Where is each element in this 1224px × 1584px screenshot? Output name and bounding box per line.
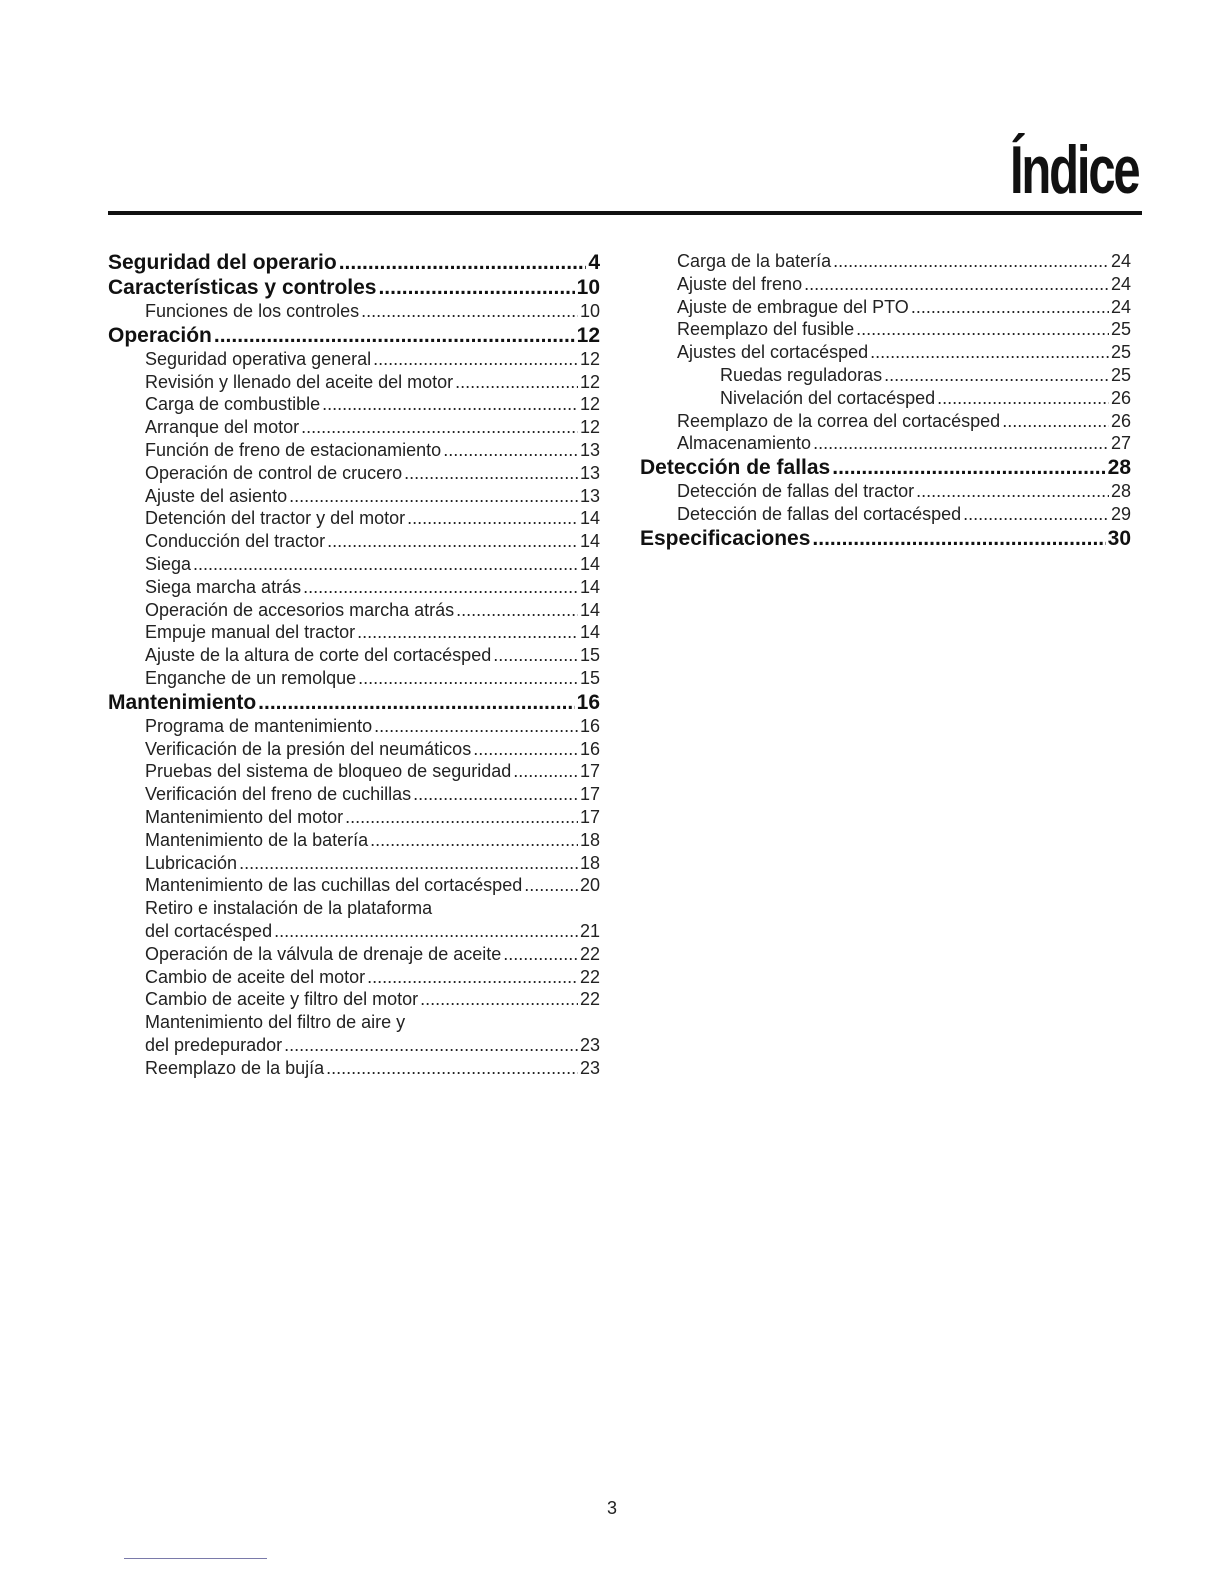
toc-entry-page: 23: [579, 1057, 600, 1078]
toc-dot-leader: [301, 416, 578, 439]
toc-subsection-entry[interactable]: [108, 966, 600, 989]
toc-dot-leader: [856, 318, 1109, 341]
toc-dot-leader: [493, 644, 578, 667]
toc-entry-page: 12: [576, 323, 600, 347]
toc-entry-label: Funciones de los controles: [145, 301, 360, 321]
toc-subsection-entry[interactable]: [108, 783, 600, 806]
toc-dot-leader: [833, 250, 1109, 273]
toc-dot-leader: [473, 738, 578, 761]
toc-entry-label: Verificación de la presión del neumáticos: [145, 738, 472, 759]
toc-entry-page: 15: [579, 645, 600, 666]
toc-entry-label: Ajustes del cortacésped: [677, 342, 869, 363]
toc-subsection-entry[interactable]: [108, 485, 600, 508]
toc-subsection-entry[interactable]: [108, 599, 600, 622]
toc-entry-label: Programa de mantenimiento: [145, 715, 373, 736]
toc-entry-page: 12: [579, 394, 600, 415]
toc-entry-label: Empuje manual del tractor: [145, 622, 356, 643]
toc-entry-page: 12: [579, 371, 600, 392]
toc-entry-page: 16: [576, 690, 600, 714]
toc-dot-leader: [963, 503, 1109, 526]
toc-subsection-entry[interactable]: [108, 988, 600, 1011]
toc-entry-label: Detección de fallas del tractor: [677, 481, 915, 502]
toc-subsection-entry[interactable]: [640, 503, 1131, 526]
toc-subsection-entry[interactable]: [108, 874, 600, 897]
toc-subsection-entry[interactable]: [108, 553, 600, 576]
toc-dot-leader: [367, 966, 578, 989]
toc-entry-label: Reemplazo de la bujía: [145, 1057, 325, 1078]
toc-entry-page: 14: [579, 576, 600, 597]
toc-entry-label: Mantenimiento de las cuchillas del cortacésped: [145, 875, 523, 896]
toc-dot-leader: [407, 507, 578, 530]
toc-entry-page: 13: [579, 485, 600, 506]
toc-dot-leader: [303, 576, 578, 599]
toc-entry-page: 10: [579, 301, 600, 321]
toc-entry-page: 13: [579, 439, 600, 460]
toc-entry-page: 22: [579, 943, 600, 964]
toc-dot-leader: [322, 393, 578, 416]
toc-dot-leader: [258, 690, 574, 715]
toc-dot-leader: [1002, 410, 1109, 433]
toc-entry-page: 12: [579, 348, 600, 369]
toc-entry-page: 18: [579, 852, 600, 873]
toc-entry-label: Pruebas del sistema de bloqueo de seguridad: [145, 761, 512, 782]
toc-entry-label: Operación de control de crucero: [145, 462, 403, 483]
toc-entry-page: 10: [576, 276, 600, 299]
title-rule: [108, 211, 1142, 215]
toc-dot-leader: [832, 455, 1105, 480]
toc-entry-page: 18: [579, 829, 600, 850]
toc-entry-label: Seguridad del operario: [108, 251, 337, 274]
toc-entry-page: 17: [579, 761, 600, 782]
toc-subsection-entry[interactable]: [108, 943, 600, 966]
toc-entry-label: Ajuste del freno: [677, 273, 803, 294]
toc-subsection-entry[interactable]: [108, 1057, 600, 1080]
toc-entry-page: 23: [579, 1034, 600, 1055]
toc-entry-label: Almacenamiento: [677, 433, 812, 454]
toc-subsection-entry[interactable]: [640, 250, 1131, 273]
toc-entry-page: 14: [579, 508, 600, 529]
toc-entry-label: Detención del tractor y del motor: [145, 508, 406, 529]
toc-subsection-entry[interactable]: [640, 318, 1131, 341]
toc-dot-leader: [413, 783, 578, 806]
toc-entry-label: Especificaciones: [640, 526, 811, 550]
toc-subsection-entry[interactable]: [640, 341, 1131, 364]
toc-entry-label: Nivelación del cortacésped: [720, 387, 936, 408]
toc-dot-leader: [813, 432, 1109, 455]
toc-section-entry[interactable]: [108, 690, 600, 715]
toc-subsection-entry[interactable]: [108, 760, 600, 783]
toc-subsection-entry[interactable]: [108, 644, 600, 667]
toc-entry-label: Ajuste de embrague del PTO: [677, 296, 909, 317]
toc-dot-leader: [373, 348, 578, 371]
toc-dot-leader: [812, 526, 1105, 551]
toc-entry-page: 14: [579, 622, 600, 643]
toc-entry-page: 14: [579, 553, 600, 574]
toc-dot-leader: [937, 387, 1109, 410]
toc-entry-page: 13: [579, 462, 600, 483]
toc-dot-leader: [284, 1034, 578, 1057]
toc-subsection-entry[interactable]: [640, 364, 1131, 387]
toc-entry-page: 22: [579, 989, 600, 1010]
toc-dot-leader: [326, 1057, 578, 1080]
toc-entry-page: 25: [1110, 342, 1131, 363]
toc-subsection-entry[interactable]: [108, 738, 600, 761]
toc-entry-label: Cambio de aceite del motor: [145, 966, 366, 987]
toc-dot-leader: [455, 371, 578, 394]
toc-entry-page: 15: [579, 667, 600, 688]
toc-dot-leader: [345, 806, 578, 829]
toc-entry-label: Conducción del tractor: [145, 531, 326, 552]
toc-entry-page: 14: [579, 531, 600, 552]
toc-entry-page: 29: [1110, 503, 1131, 524]
toc-dot-leader: [289, 485, 578, 508]
toc-entry-page: 17: [579, 806, 600, 827]
toc-subsection-entry[interactable]: [108, 667, 600, 690]
toc-dot-leader: [193, 553, 578, 576]
toc-entry-label: Arranque del motor: [145, 417, 300, 438]
toc-section-entry[interactable]: [108, 275, 600, 300]
toc-subsection-entry[interactable]: [640, 432, 1131, 455]
toc-entry-page: 4: [588, 251, 600, 274]
toc-section-entry[interactable]: [640, 526, 1131, 551]
toc-section-entry[interactable]: [108, 250, 600, 275]
toc-dot-leader: [513, 760, 578, 783]
toc-entry-label: Ajuste del asiento: [145, 485, 288, 506]
toc-dot-leader: [361, 300, 578, 323]
toc-entry-page: 14: [579, 599, 600, 620]
toc-subsection-entry[interactable]: [108, 806, 600, 829]
toc-dot-leader: [404, 462, 578, 485]
toc-entry-page: 12: [579, 417, 600, 438]
toc-entry-label: Verificación del freno de cuchillas: [145, 784, 412, 805]
toc-entry-label: Cambio de aceite y filtro del motor: [145, 989, 419, 1010]
toc-entry-continued: Mantenimiento del filtro de aire y: [145, 1012, 406, 1033]
toc-entry-label: Mantenimiento de la batería: [145, 829, 369, 850]
toc-dot-leader: [374, 715, 578, 738]
toc-right-column: [640, 250, 1131, 551]
page-title: Índice: [1009, 132, 1138, 208]
toc-entry-label: del cortacésped: [145, 920, 273, 941]
toc-subsection-entry[interactable]: [108, 1034, 600, 1057]
toc-entry-label: Reemplazo de la correa del cortacésped: [677, 410, 1001, 431]
toc-dot-leader: [916, 480, 1109, 503]
toc-entry-page: 22: [579, 966, 600, 987]
toc-entry-label: del predepurador: [145, 1034, 283, 1055]
toc-dot-leader: [911, 296, 1109, 319]
toc-entry-page: 24: [1110, 251, 1131, 271]
toc-dot-leader: [378, 275, 574, 300]
toc-subsection-entry[interactable]: [108, 439, 600, 462]
toc-entry-page: 28: [1107, 456, 1131, 480]
toc-subsection-entry[interactable]: [108, 530, 600, 553]
toc-entry-label: Enganche de un remolque: [145, 667, 357, 688]
toc-dot-leader: [214, 323, 575, 348]
toc-dot-leader: [420, 988, 578, 1011]
toc-entry-page: 25: [1110, 364, 1131, 385]
toc-subsection-entry[interactable]: [108, 920, 600, 943]
toc-dot-leader: [503, 943, 578, 966]
toc-entry-label: Siega marcha atrás: [145, 576, 302, 597]
toc-dot-leader: [456, 599, 578, 622]
toc-entry-label: Mantenimiento del motor: [145, 806, 344, 827]
toc-entry-page: 25: [1110, 319, 1131, 340]
toc-subsection-entry[interactable]: [108, 393, 600, 416]
toc-dot-leader: [370, 829, 578, 852]
toc-dot-leader: [327, 530, 578, 553]
toc-entry-label: Función de freno de estacionamiento: [145, 439, 442, 460]
toc-entry-page: 21: [579, 920, 600, 941]
toc-dot-leader: [357, 621, 578, 644]
toc-subsection-entry[interactable]: [108, 621, 600, 644]
toc-entry-page: 20: [579, 875, 600, 896]
toc-entry-label: Detección de fallas del cortacésped: [677, 503, 962, 524]
toc-subsection-entry[interactable]: [640, 410, 1131, 433]
toc-entry-label: Lubricación: [145, 852, 238, 873]
toc-entry-label: Operación de accesorios marcha atrás: [145, 599, 455, 620]
toc-entry-label: Carga de combustible: [145, 394, 321, 415]
toc-entry-page: 16: [579, 738, 600, 759]
toc-subsection-entry[interactable]: [108, 462, 600, 485]
toc-entry-page: 27: [1110, 433, 1131, 454]
toc-entry-page: 16: [579, 715, 600, 736]
toc-subsection-entry[interactable]: [108, 715, 600, 738]
toc-entry-page: 28: [1110, 481, 1131, 502]
toc-entry-label: Carga de la batería: [677, 251, 832, 271]
toc-subsection-entry[interactable]: [108, 852, 600, 875]
toc-dot-leader: [239, 852, 578, 875]
toc-entry-page: 24: [1110, 296, 1131, 317]
toc-entry-label: Características y controles: [108, 276, 377, 299]
toc-dot-leader: [358, 667, 578, 690]
toc-entry-page: 17: [579, 784, 600, 805]
toc-dot-leader: [870, 341, 1109, 364]
toc-entry-label: Ruedas reguladoras: [720, 364, 883, 385]
toc-entry-label: Reemplazo del fusible: [677, 319, 855, 340]
toc-dot-leader: [274, 920, 578, 943]
toc-subsection-entry[interactable]: [640, 387, 1131, 410]
toc-dot-leader: [804, 273, 1109, 296]
toc-subsection-entry[interactable]: [108, 576, 600, 599]
toc-subsection-entry[interactable]: [640, 480, 1131, 503]
toc-subsection-entry[interactable]: [640, 273, 1131, 296]
toc-subsection-entry[interactable]: [108, 829, 600, 852]
toc-entry-label: Mantenimiento: [108, 690, 257, 714]
toc-entry-label: Ajuste de la altura de corte del cortacésped: [145, 645, 492, 666]
toc-left-column: [108, 250, 600, 1080]
toc-subsection-entry[interactable]: [108, 300, 600, 323]
toc-subsection-entry[interactable]: [108, 371, 600, 394]
toc-entry-label: Detección de fallas: [640, 456, 831, 480]
toc-entry-label: Siega: [145, 553, 192, 574]
toc-entry-page: 26: [1110, 387, 1131, 408]
toc-entry-label: Revisión y llenado del aceite del motor: [145, 371, 454, 392]
toc-subsection-entry[interactable]: [108, 416, 600, 439]
toc-dot-leader: [443, 439, 578, 462]
page-number: 3: [606, 1498, 617, 1518]
toc-subsection-entry[interactable]: [640, 296, 1131, 319]
toc-entry-page: 26: [1110, 410, 1131, 431]
toc-entry-page: 24: [1110, 273, 1131, 294]
toc-entry-label: Seguridad operativa general: [145, 348, 372, 369]
toc-subsection-entry[interactable]: [108, 507, 600, 530]
toc-entry-page: 30: [1107, 526, 1131, 550]
toc-dot-leader: [339, 250, 587, 275]
footer-rule: [124, 1558, 267, 1559]
toc-dot-leader: [884, 364, 1109, 387]
toc-entry-label: Operación: [108, 323, 212, 347]
toc-dot-leader: [524, 874, 578, 897]
toc-section-entry[interactable]: [640, 455, 1131, 480]
toc-entry-continued: Retiro e instalación de la plataforma: [145, 898, 433, 919]
toc-entry-label: Operación de la válvula de drenaje de aceite: [145, 943, 502, 964]
toc-section-entry[interactable]: [108, 323, 600, 348]
toc-subsection-entry[interactable]: [108, 348, 600, 371]
